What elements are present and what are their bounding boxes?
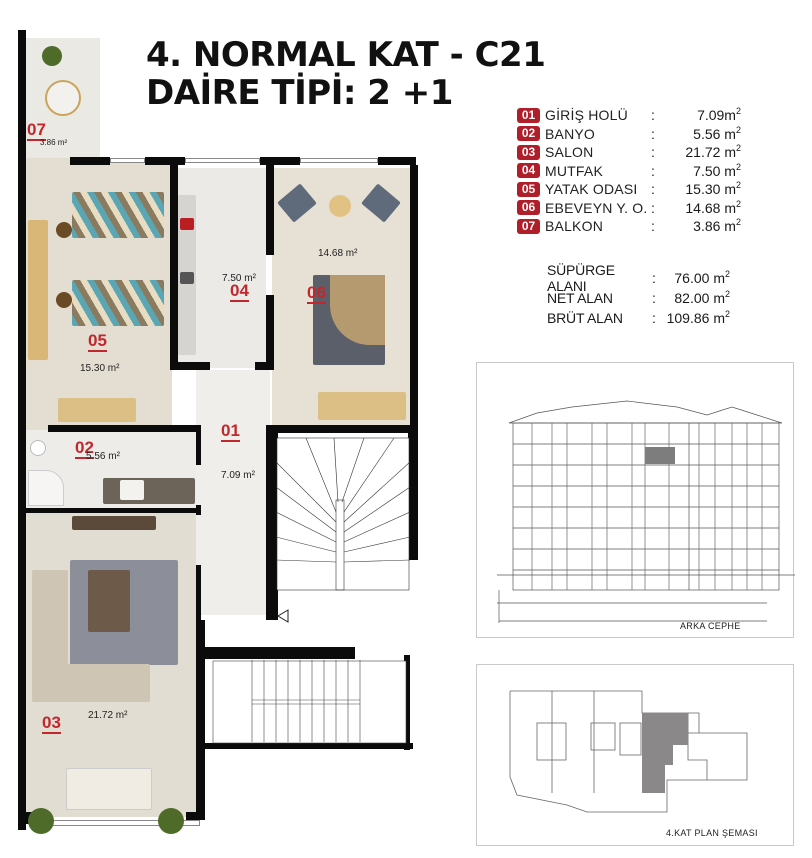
room-name: BANYO	[545, 125, 596, 142]
floor-plan	[0, 30, 470, 858]
wall	[70, 157, 110, 165]
tv-unit	[72, 516, 156, 530]
entrance-hall-floor	[196, 370, 270, 615]
entrance-arrow-icon	[276, 608, 290, 624]
room-number-badge: 06	[517, 200, 540, 215]
room-label-master-bedroom: 06	[307, 283, 326, 302]
wall	[255, 362, 274, 370]
window	[300, 158, 378, 163]
colon: :	[651, 125, 655, 142]
wall	[410, 165, 418, 435]
wall	[266, 165, 274, 255]
room-area: 21.72 $m^2$	[685, 143, 741, 161]
room-area-kitchen: 7.50 m²	[222, 273, 256, 284]
legend-row	[517, 125, 777, 144]
lower-staircase	[212, 660, 407, 744]
room-number-badge: 04	[517, 163, 540, 178]
room-name: SALON	[545, 144, 594, 161]
wall	[48, 425, 200, 432]
room-name: BALKON	[545, 218, 603, 235]
room-number-badge: 02	[517, 126, 540, 141]
sink	[180, 272, 194, 284]
wall	[205, 647, 355, 659]
window	[185, 158, 260, 163]
title-line-floor: 4. NORMAL KAT - C21	[146, 35, 546, 75]
key-plan-caption: 4.KAT PLAN ŞEMASI	[666, 828, 758, 838]
balcony-table	[45, 80, 81, 116]
rear-elevation-panel	[476, 362, 794, 638]
building-elevation-drawing	[477, 363, 795, 639]
room-label-balcony: 07	[27, 120, 46, 139]
dining-table	[66, 768, 152, 810]
legend-row	[517, 162, 777, 181]
wardrobe	[318, 392, 406, 420]
legend-row	[517, 199, 777, 218]
room-area-living-room: 21.72 m²	[88, 710, 128, 721]
vanity	[103, 478, 195, 504]
colon: :	[651, 107, 655, 124]
wall	[170, 362, 210, 370]
room-area-hall: 7.09 m²	[221, 470, 255, 481]
window	[110, 158, 145, 163]
room-area-master-bedroom: 14.68 m²	[318, 248, 358, 259]
desk	[28, 220, 48, 360]
summary-row-net-area: NET ALAN : 82.00 $m^2$	[547, 289, 730, 306]
room-area: 15.30 $m^2$	[685, 180, 741, 198]
wall	[196, 425, 201, 465]
room-label-hall: 01	[221, 421, 240, 440]
exterior-wall-left	[18, 30, 26, 830]
floor-key-plan-panel	[476, 664, 794, 846]
wardrobe	[58, 398, 136, 422]
colon: :	[651, 181, 655, 198]
colon: :	[651, 144, 655, 161]
wall	[260, 157, 300, 165]
plant-icon	[28, 808, 54, 834]
chair	[56, 292, 72, 308]
floor-key-plan-drawing	[477, 665, 795, 847]
room-legend	[517, 106, 777, 236]
room-number-badge: 01	[517, 108, 540, 123]
wall	[24, 508, 200, 513]
legend-row	[517, 106, 777, 125]
room-name: MUTFAK	[545, 162, 603, 179]
room-area: 3.86 $m^2$	[693, 217, 741, 235]
room-area-balcony: 3.86 m²	[40, 138, 68, 147]
sofa	[32, 664, 150, 702]
room-number-badge: 05	[517, 182, 540, 197]
room-label-kitchen: 04	[230, 281, 249, 300]
side-table	[329, 195, 351, 217]
colon: :	[651, 199, 655, 216]
title-line-type: DAİRE TİPİ: 2 +1	[146, 73, 453, 113]
stove	[180, 218, 194, 230]
room-name: YATAK ODASI	[545, 181, 638, 198]
coffee-table	[88, 570, 130, 632]
wall	[266, 295, 274, 370]
single-bed	[72, 192, 164, 238]
colon: :	[651, 162, 655, 179]
toilet-icon	[30, 440, 46, 456]
room-label-bedroom: 05	[88, 331, 107, 350]
wall	[145, 157, 185, 165]
shower	[28, 470, 64, 506]
room-label-living-room: 03	[42, 713, 61, 732]
colon: :	[651, 218, 655, 235]
summary-row-gross-area: BRÜT ALAN : 109.86 $m^2$	[547, 309, 730, 326]
room-area-bedroom: 15.30 m²	[80, 363, 120, 374]
room-number-badge: 07	[517, 219, 540, 234]
room-area: 14.68 $m^2$	[685, 198, 741, 216]
summary-row-sweep-area: SÜPÜRGE ALANI : 76.00 $m^2$	[547, 262, 730, 294]
main-staircase	[276, 432, 410, 592]
washbasin	[120, 480, 144, 500]
room-label-bathroom: 02	[75, 438, 94, 457]
elevation-caption: ARKA CEPHE	[680, 621, 741, 631]
chair	[56, 222, 72, 238]
plant-icon	[158, 808, 184, 834]
unit-highlight	[645, 447, 675, 464]
area-summary	[547, 262, 730, 328]
room-name: GİRİŞ HOLÜ	[545, 107, 628, 124]
room-area: 5.56 $m^2$	[693, 124, 741, 142]
plant-icon	[42, 46, 62, 66]
room-number-badge: 03	[517, 145, 540, 160]
single-bed	[72, 280, 164, 326]
legend-row	[517, 180, 777, 199]
wall	[378, 157, 416, 165]
room-area-bathroom: 5.56 m²	[86, 451, 120, 462]
room-area: 7.50 $m^2$	[693, 161, 741, 179]
unit-highlight	[642, 713, 688, 793]
room-name: EBEVEYN Y. O.	[545, 199, 648, 216]
wall	[170, 165, 178, 370]
legend-row	[517, 143, 777, 162]
room-area: $7.09m^2$	[697, 106, 741, 124]
legend-row	[517, 217, 777, 236]
